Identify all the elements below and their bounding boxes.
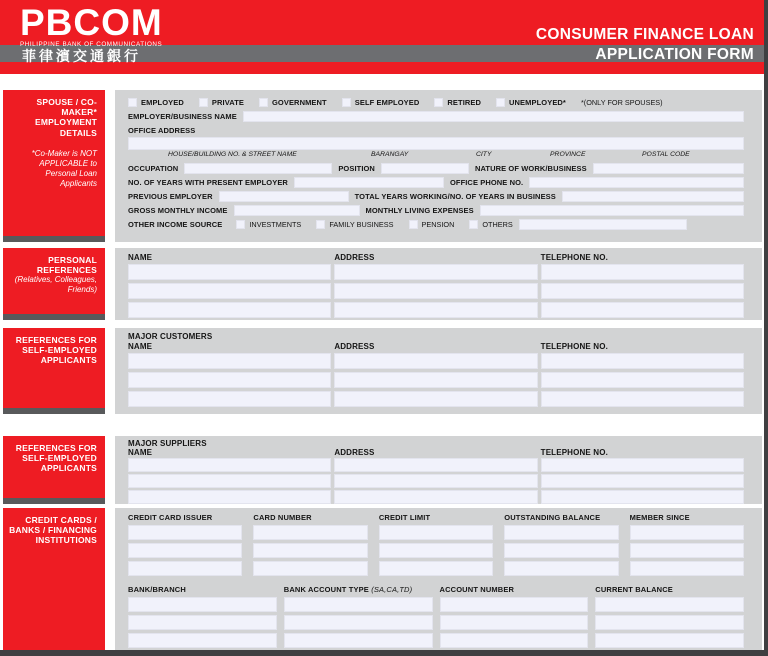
sidebar-block	[3, 436, 105, 498]
current-balance-input[interactable]	[595, 633, 744, 648]
pbcom-logo	[20, 4, 163, 48]
sublabel-postal-code: POSTAL CODE	[642, 151, 690, 158]
column-card-number	[253, 513, 367, 579]
option-private	[199, 98, 244, 107]
previous-employer-row	[128, 190, 744, 203]
column-current-balance	[595, 585, 744, 651]
position-input[interactable]	[381, 163, 469, 174]
card-number-input[interactable]	[253, 525, 367, 540]
major-suppliers-title: MAJOR SUPPLIERS	[128, 439, 207, 448]
column-address	[334, 448, 537, 506]
logo-tagline: PHILIPPINE BANK OF COMMUNICATIONS	[20, 41, 163, 48]
private-label: PRIVATE	[211, 98, 244, 107]
ref-telephone-input[interactable]	[541, 302, 744, 318]
option-employed	[128, 98, 184, 107]
customer-address-input[interactable]	[334, 353, 537, 369]
office-address-label-row	[128, 124, 744, 136]
outstanding-balance-input[interactable]	[504, 543, 618, 558]
member-since-input[interactable]	[630, 543, 744, 558]
major-suppliers-table	[128, 448, 744, 506]
other-income-source-label: OTHER INCOME SOURCE	[128, 220, 223, 229]
others-checkbox[interactable]	[469, 220, 478, 229]
spouses-only-note: *(ONLY FOR SPOUSES)	[580, 98, 663, 107]
option-retired	[434, 98, 481, 107]
gutter	[105, 328, 115, 414]
customer-telephone-input[interactable]	[541, 353, 744, 369]
family-business-label: FAMILY BUSINESS	[329, 220, 394, 229]
supplier-telephone-input[interactable]	[541, 490, 744, 504]
total-years-working-input[interactable]	[562, 191, 744, 202]
ref-telephone-input[interactable]	[541, 283, 744, 299]
card-number-header: CARD NUMBER	[253, 513, 312, 522]
bank-branch-input[interactable]	[128, 633, 277, 648]
employment-status-row	[128, 96, 744, 109]
personal-references-panel	[115, 248, 762, 320]
position-label: POSITION	[338, 164, 375, 173]
supplier-telephone-input[interactable]	[541, 474, 744, 488]
name-header: NAME	[128, 448, 153, 457]
employer-name-label: EMPLOYER/BUSINESS NAME	[128, 112, 237, 121]
section-major-suppliers	[0, 436, 768, 504]
gutter	[105, 436, 115, 504]
employer-name-row	[128, 110, 744, 123]
bank-branch-input[interactable]	[128, 597, 277, 612]
sidebar-spouse-employment	[3, 90, 105, 242]
column-name	[128, 342, 331, 410]
pension-checkbox[interactable]	[409, 220, 418, 229]
ref-telephone-input[interactable]	[541, 264, 744, 280]
retired-label: RETIRED	[447, 98, 482, 107]
ref-name-input[interactable]	[128, 264, 331, 280]
column-account-type	[284, 585, 433, 651]
previous-employer-input[interactable]	[219, 191, 349, 202]
office-phone-input[interactable]	[529, 177, 744, 188]
customer-name-input[interactable]	[128, 391, 331, 407]
supplier-address-input[interactable]	[334, 474, 537, 488]
member-since-input[interactable]	[630, 561, 744, 576]
others-label: OTHERS	[482, 220, 513, 229]
sublabel-province: PROVINCE	[550, 151, 586, 158]
gutter	[105, 248, 115, 320]
gutter	[105, 508, 115, 650]
major-suppliers-panel	[115, 436, 762, 504]
sidebar-divider	[3, 314, 105, 320]
address-header: ADDRESS	[334, 448, 375, 457]
others-income-input[interactable]	[519, 219, 687, 230]
address-header: ADDRESS	[334, 253, 375, 262]
outstanding-balance-input[interactable]	[504, 525, 618, 540]
option-family-business	[316, 220, 393, 229]
option-self-employed	[342, 98, 420, 107]
retired-checkbox[interactable]	[434, 98, 443, 107]
card-issuer-input[interactable]	[128, 561, 242, 576]
account-number-input[interactable]	[440, 615, 589, 630]
column-bank-branch	[128, 585, 277, 651]
major-customers-title: MAJOR CUSTOMERS	[128, 332, 213, 341]
bank-branch-header: BANK/BRANCH	[128, 585, 186, 594]
other-income-row	[128, 218, 744, 231]
member-since-header: MEMBER SINCE	[629, 513, 690, 522]
column-telephone	[541, 253, 744, 321]
sidebar-title: PERSONAL REFERENCES	[36, 255, 97, 276]
self-employed-checkbox[interactable]	[342, 98, 351, 107]
section-major-customers	[0, 328, 768, 414]
sidebar-title: SPOUSE / CO-MAKER* EMPLOYMENT DETAILS	[35, 97, 97, 138]
customer-address-input[interactable]	[334, 372, 537, 388]
card-issuer-input[interactable]	[128, 543, 242, 558]
major-customers-table	[128, 342, 744, 410]
supplier-name-input[interactable]	[128, 458, 331, 472]
sidebar-title: CREDIT CARDS / BANKS / FINANCING INSTITUTIONS	[9, 515, 97, 546]
account-number-input[interactable]	[440, 597, 589, 612]
customer-name-input[interactable]	[128, 353, 331, 369]
customer-telephone-input[interactable]	[541, 372, 744, 388]
unemployed-checkbox[interactable]	[496, 98, 505, 107]
column-member-since	[630, 513, 744, 579]
sidebar-divider	[3, 498, 105, 504]
sidebar-block	[3, 508, 105, 650]
sidebar-self-employed-refs-1	[3, 328, 105, 414]
form-title-line2: APPLICATION FORM	[595, 46, 754, 63]
government-label: GOVERNMENT	[271, 98, 327, 107]
years-employer-row	[128, 176, 744, 189]
column-credit-limit	[379, 513, 493, 579]
years-present-employer-label: NO. OF YEARS WITH PRESENT EMPLOYER	[128, 178, 288, 187]
account-type-input[interactable]	[284, 633, 433, 648]
column-account-number	[440, 585, 589, 651]
investments-label: INVESTMENTS	[249, 220, 302, 229]
address-header: ADDRESS	[334, 342, 375, 351]
sidebar-self-employed-refs-2	[3, 436, 105, 504]
sidebar-divider	[3, 408, 105, 414]
gutter	[105, 90, 115, 242]
column-name	[128, 253, 331, 321]
member-since-input[interactable]	[630, 525, 744, 540]
sidebar-title: REFERENCES FOR SELF-EMPLOYED APPLICANTS	[15, 335, 97, 366]
family-business-checkbox[interactable]	[316, 220, 325, 229]
nature-of-work-label: NATURE OF WORK/BUSINESS	[474, 164, 587, 173]
column-outstanding-balance	[504, 513, 618, 579]
account-number-input[interactable]	[440, 633, 589, 648]
employed-checkbox[interactable]	[128, 98, 137, 107]
private-checkbox[interactable]	[199, 98, 208, 107]
personal-references-table	[128, 253, 744, 321]
current-balance-header: CURRENT BALANCE	[595, 585, 673, 594]
address-sublabels	[128, 151, 744, 160]
supplier-name-input[interactable]	[128, 490, 331, 504]
customer-name-input[interactable]	[128, 372, 331, 388]
sidebar-note: *Co-Maker is NOT APPLICABLE to Personal Loan Applicants	[31, 148, 97, 188]
account-type-note: (SA,CA,TD)	[371, 585, 413, 594]
logo-wordmark: PBCOM	[20, 2, 163, 43]
bank-accounts-table	[128, 585, 744, 651]
supplier-address-input[interactable]	[334, 490, 537, 504]
account-number-header: ACCOUNT NUMBER	[439, 585, 515, 594]
office-address-label: OFFICE ADDRESS	[128, 125, 196, 135]
credit-limit-input[interactable]	[379, 543, 493, 558]
sidebar-divider	[3, 236, 105, 242]
column-telephone	[541, 448, 744, 506]
form-title-line1: CONSUMER FINANCE LOAN	[535, 26, 754, 43]
previous-employer-label: PREVIOUS EMPLOYER	[128, 192, 213, 201]
option-investments	[236, 220, 301, 229]
option-pension	[409, 220, 455, 229]
bank-branch-input[interactable]	[128, 615, 277, 630]
total-years-working-label: TOTAL YEARS WORKING/NO. OF YEARS IN BUSINESS	[354, 192, 556, 201]
ref-address-input[interactable]	[334, 302, 537, 318]
account-type-header-text: BANK ACCOUNT TYPE	[283, 585, 369, 594]
section-spouse-employment	[0, 90, 768, 242]
option-unemployed	[496, 98, 566, 107]
occupation-input[interactable]	[184, 163, 332, 174]
self-employed-label: SELF EMPLOYED	[354, 98, 420, 107]
sublabel-barangay: BARANGAY	[371, 151, 409, 158]
credit-card-table	[128, 513, 744, 579]
unemployed-label: UNEMPLOYED*	[509, 98, 566, 107]
logo-chinese-text: 菲律濱交通銀行	[22, 49, 141, 65]
outstanding-balance-input[interactable]	[504, 561, 618, 576]
supplier-name-input[interactable]	[128, 474, 331, 488]
telephone-header: TELEPHONE NO.	[540, 253, 608, 262]
outstanding-balance-header: OUTSTANDING BALANCE	[504, 513, 601, 522]
sidebar-credit-cards	[3, 508, 105, 650]
ref-address-input[interactable]	[334, 283, 537, 299]
sublabel-city: CITY	[476, 151, 492, 158]
option-government	[259, 98, 327, 107]
sidebar-title: REFERENCES FOR SELF-EMPLOYED APPLICANTS	[15, 443, 97, 474]
column-telephone	[541, 342, 744, 410]
credit-limit-header: CREDIT LIMIT	[378, 513, 431, 522]
sublabel-street: HOUSE/BUILDING NO. & STREET NAME	[168, 151, 297, 158]
sidebar-block	[3, 90, 105, 236]
column-card-issuer	[128, 513, 242, 579]
telephone-header: TELEPHONE NO.	[540, 342, 608, 351]
column-address	[334, 253, 537, 321]
nature-of-work-input[interactable]	[593, 163, 744, 174]
ref-name-input[interactable]	[128, 283, 331, 299]
current-balance-input[interactable]	[595, 615, 744, 630]
supplier-telephone-input[interactable]	[541, 458, 744, 472]
name-header: NAME	[128, 342, 153, 351]
card-issuer-input[interactable]	[128, 525, 242, 540]
name-header: NAME	[128, 253, 153, 262]
form-header	[0, 0, 768, 74]
credit-cards-panel	[115, 508, 762, 650]
government-checkbox[interactable]	[259, 98, 268, 107]
sidebar-note: (Relatives, Colleagues, Friends)	[14, 275, 97, 295]
sidebar-block	[3, 328, 105, 408]
office-address-input[interactable]	[128, 137, 744, 150]
major-customers-panel	[115, 328, 762, 414]
section-credit-cards-banks	[0, 508, 768, 650]
telephone-header: TELEPHONE NO.	[540, 448, 608, 457]
occupation-label: OCCUPATION	[128, 164, 179, 173]
years-present-employer-input[interactable]	[294, 177, 444, 188]
employed-label: EMPLOYED	[141, 98, 184, 107]
credit-limit-input[interactable]	[379, 561, 493, 576]
account-type-input[interactable]	[284, 615, 433, 630]
pension-label: PENSION	[421, 220, 455, 229]
gross-monthly-income-input[interactable]	[234, 205, 360, 216]
gross-monthly-income-label: GROSS MONTHLY INCOME	[128, 206, 228, 215]
option-others	[469, 220, 512, 229]
credit-limit-input[interactable]	[379, 525, 493, 540]
ref-address-input[interactable]	[334, 264, 537, 280]
sidebar-personal-references	[3, 248, 105, 320]
ref-name-input[interactable]	[128, 302, 331, 318]
page-right-border	[764, 0, 768, 656]
section-personal-references	[0, 248, 768, 320]
occupation-row	[128, 162, 744, 175]
card-number-input[interactable]	[253, 561, 367, 576]
monthly-living-expenses-input[interactable]	[480, 205, 744, 216]
investments-checkbox[interactable]	[236, 220, 245, 229]
monthly-living-expenses-label: MONTHLY LIVING EXPENSES	[365, 206, 474, 215]
office-phone-label: OFFICE PHONE NO.	[449, 178, 524, 187]
page-bottom-border	[0, 650, 768, 656]
customer-telephone-input[interactable]	[541, 391, 744, 407]
account-type-header	[284, 585, 433, 597]
column-address	[334, 342, 537, 410]
current-balance-input[interactable]	[595, 597, 744, 612]
spouse-employment-panel	[115, 90, 762, 242]
sidebar-block	[3, 248, 105, 314]
card-number-input[interactable]	[253, 543, 367, 558]
income-row	[128, 204, 744, 217]
account-type-input[interactable]	[284, 597, 433, 612]
employer-name-input[interactable]	[243, 111, 744, 122]
supplier-address-input[interactable]	[334, 458, 537, 472]
card-issuer-header: CREDIT CARD ISSUER	[128, 513, 213, 522]
column-name	[128, 448, 331, 506]
customer-address-input[interactable]	[334, 391, 537, 407]
